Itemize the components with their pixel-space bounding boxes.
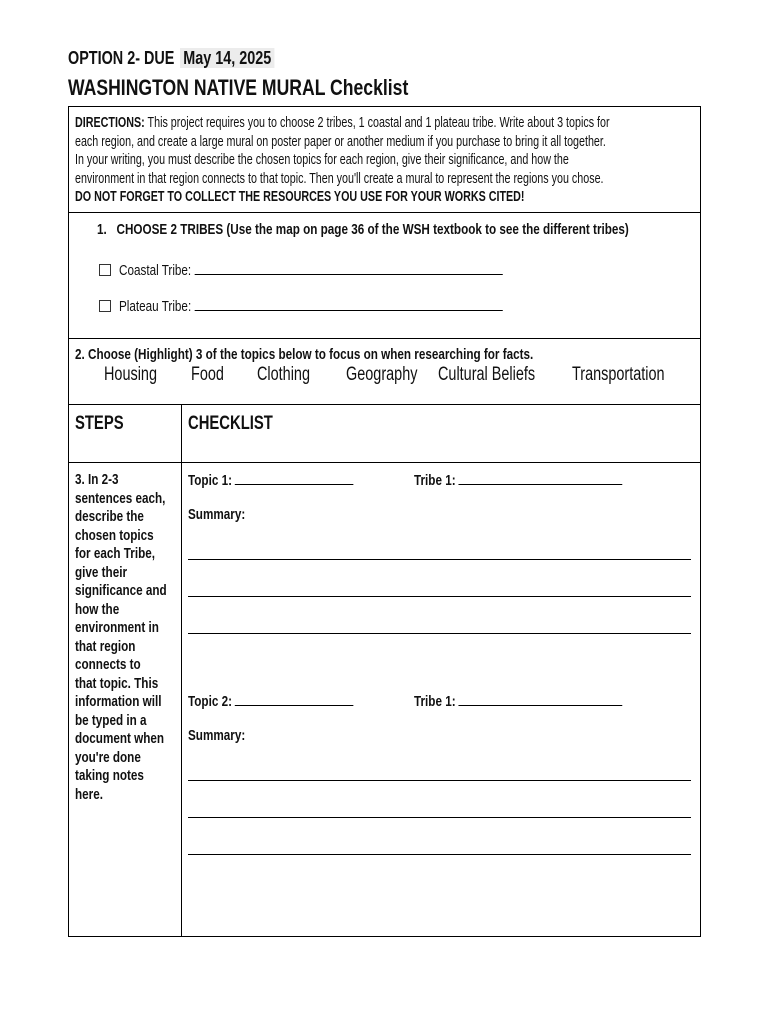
tribe-1b-field[interactable]: Tribe 1:	[414, 690, 681, 710]
coastal-tribe-blank[interactable]	[194, 259, 502, 275]
coastal-checkbox[interactable]	[99, 264, 111, 276]
summary-2-label: Summary:	[188, 727, 246, 744]
step-3-instructions: 3. In 2-3 sentences each, describe the chosen topics for each Tribe, give their significance and how the environment in that region connects to that topic. This information will be typed in a document when you're done taking notes here.	[75, 471, 167, 803]
section-1-heading	[97, 221, 768, 238]
steps-header: STEPS	[75, 413, 124, 434]
topic-clothing[interactable]: Clothing	[257, 364, 310, 385]
topic-1-blank[interactable]	[235, 469, 354, 485]
plateau-tribe-blank[interactable]	[194, 295, 502, 311]
section-1-text: CHOOSE 2 TRIBES (Use the map on page 36 of the WSH textbook to see the different tribes)	[116, 221, 629, 238]
topic-food[interactable]: Food	[191, 364, 224, 385]
due-text	[68, 47, 275, 69]
summary-2-line-2[interactable]	[188, 817, 691, 818]
tribe-1a-blank[interactable]	[459, 469, 623, 485]
coastal-tribe-label: Coastal Tribe:	[119, 262, 192, 279]
summary-1-line-2[interactable]	[188, 596, 691, 597]
summary-1-line-1[interactable]	[188, 559, 691, 560]
choose-tribes-box	[68, 212, 701, 339]
directions-line-4: environment in that region connects to that topic. Then you'll create a mural to represent the regions you chose.	[75, 170, 604, 187]
page-title	[68, 74, 493, 102]
section-2-heading	[75, 346, 663, 363]
due-date: May 14, 2025	[180, 48, 274, 68]
coastal-tribe-row[interactable]	[99, 259, 611, 279]
section-1-number: 1.	[97, 221, 107, 238]
choose-topics-box	[68, 338, 701, 405]
summary-1-label: Summary:	[188, 506, 246, 523]
checklist-header: CHECKLIST	[188, 413, 273, 434]
plateau-tribe-row[interactable]	[99, 295, 611, 315]
summary-2-line-3[interactable]	[188, 854, 691, 855]
plateau-tribe-label: Plateau Tribe:	[119, 298, 192, 315]
directions-line-3: In your writing, you must describe the chosen topics for each region, give their significance, and how the	[75, 152, 569, 168]
header-divider	[69, 462, 700, 463]
summary-2-line-1[interactable]	[188, 780, 691, 781]
topic-housing[interactable]: Housing	[104, 364, 157, 385]
directions-line-2: each region, and create a large mural on poster paper or another medium if you purchase to bring it all together.	[75, 133, 606, 150]
directions-label: DIRECTIONS:	[75, 115, 145, 131]
summary-1-line-3[interactable]	[188, 633, 691, 634]
plateau-checkbox[interactable]	[99, 300, 111, 312]
due-line	[68, 47, 326, 69]
topic-2-field[interactable]: Topic 2:	[188, 690, 400, 710]
column-divider	[181, 405, 182, 936]
page-title-text: WASHINGTON NATIVE MURAL Checklist	[68, 75, 409, 100]
topic-1-field[interactable]: Topic 1:	[188, 469, 400, 489]
tribe-1b-blank[interactable]	[459, 690, 623, 706]
topic-2-blank[interactable]	[235, 690, 354, 706]
due-label: OPTION 2- DUE	[68, 48, 175, 68]
topic-geography[interactable]: Geography	[346, 364, 418, 385]
directions-line-1: This project requires you to choose 2 tribes, 1 coastal and 1 plateau tribe. Write about 3 topics for	[147, 115, 610, 131]
section-2-text: 2. Choose (Highlight) 3 of the topics below to focus on when researching for facts.	[75, 346, 534, 363]
tribe-1a-field[interactable]: Tribe 1:	[414, 469, 681, 489]
topic-cultural-beliefs[interactable]: Cultural Beliefs	[438, 364, 536, 385]
topic-transportation[interactable]: Transportation	[572, 364, 665, 385]
directions-box	[68, 106, 701, 213]
directions-warning: DO NOT FORGET TO COLLECT THE RESOURCES YOU USE FOR YOUR WORKS CITED!	[75, 189, 525, 205]
steps-checklist-table	[68, 404, 701, 937]
